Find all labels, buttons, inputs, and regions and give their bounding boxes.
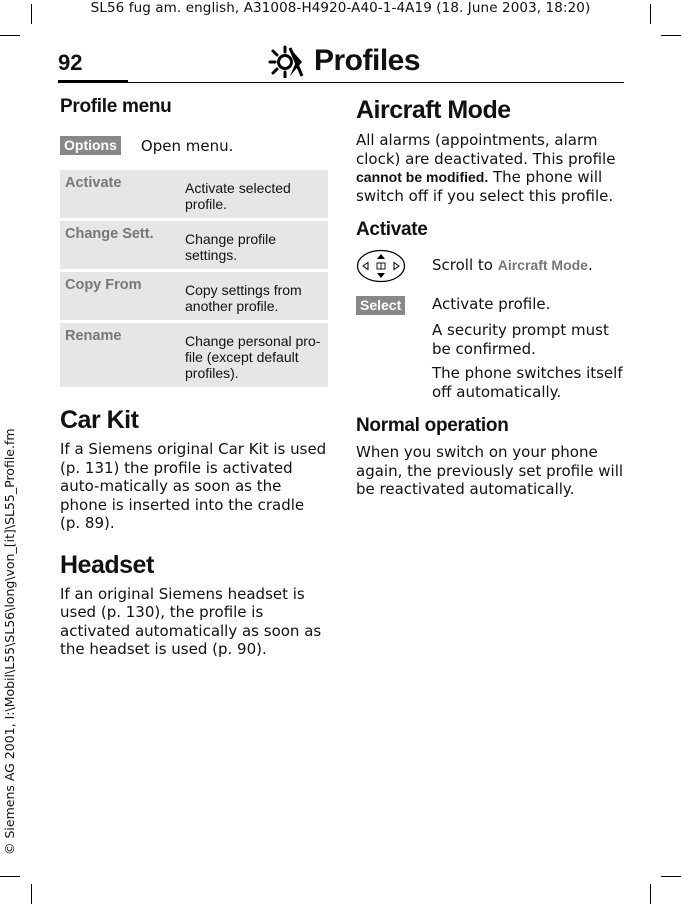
security-prompt-note: A security prompt must be confirmed. (432, 321, 609, 358)
menu-item-name: Copy From (60, 272, 180, 320)
scroll-step (356, 249, 624, 287)
options-description: Open menu. (140, 136, 234, 155)
aircraft-mode-heading: Aircraft Mode (356, 96, 511, 124)
page-title-text: Profiles (314, 44, 421, 77)
profile-menu-table (60, 167, 328, 390)
menu-item-name: Rename (60, 323, 180, 387)
scroll-suffix: . (587, 256, 593, 274)
menu-item-name: Change Sett. (60, 221, 180, 269)
activate-heading: Activate (356, 219, 428, 240)
select-step (356, 295, 624, 315)
crop-mark (661, 35, 681, 36)
navigation-key-icon (356, 249, 406, 283)
options-row (60, 136, 328, 155)
select-description: Activate profile. (432, 295, 551, 313)
switch-off-note: The phone switches itself off automatically. (432, 364, 623, 401)
scroll-description (432, 249, 593, 287)
menu-item-description: Change personal pro-file (except default profiles). (180, 323, 328, 387)
menu-item-description: Change profile settings. (180, 221, 328, 269)
crop-mark (0, 876, 20, 877)
scroll-prefix: Scroll to (432, 256, 498, 274)
table-row (60, 221, 328, 269)
car-kit-text: If a Siemens original Car Kit is used (p. 131) the profile is activated auto-matically as soon as the phone is inserted into the cradle (p. 89). (60, 440, 327, 532)
select-softkey: Select (356, 296, 405, 315)
headset-heading: Headset (60, 550, 154, 579)
note-step (356, 321, 624, 358)
aircraft-text-part: All alarms (appointments, alarm clock) are deactivated. This profile (356, 131, 616, 168)
profiles-icon (266, 44, 306, 78)
profile-menu-heading: Profile menu (60, 96, 172, 117)
aircraft-mode-text (356, 131, 624, 205)
normal-operation-heading: Normal operation (356, 415, 509, 436)
right-column (356, 96, 624, 499)
table-row (60, 323, 328, 387)
crop-mark (650, 884, 651, 904)
car-kit-heading: Car Kit (60, 406, 139, 434)
options-softkey: Options (60, 136, 121, 155)
crop-mark (31, 884, 32, 904)
header-rule (128, 82, 624, 83)
menu-item-description: Activate selected profile. (180, 170, 328, 218)
menu-item-description: Copy settings from another profile. (180, 272, 328, 320)
page-number-underline (58, 80, 128, 83)
scroll-target: Aircraft Mode (497, 257, 588, 273)
table-row (60, 272, 328, 320)
crop-mark (0, 35, 20, 36)
crop-mark (661, 876, 681, 877)
headset-text: If an original Siemens headset is used (p. 130), the profile is activated automatically as soon as the headset is used (p. 90). (60, 584, 322, 658)
page-number: 92 (58, 50, 83, 75)
left-column (60, 96, 328, 659)
page-title (266, 44, 420, 78)
copyright-path-note: © Siemens AG 2001, I:\Mobil\L55\SL56\long\von_[it]\SL55_Profile.fm (2, 428, 17, 855)
normal-operation-text: When you switch on your phone again, the previously set profile will be reactivated automatically. (356, 443, 624, 498)
aircraft-text-emphasis: cannot be modified. (356, 169, 489, 185)
document-source-line: SL56 fug am. english, A31008-H4920-A40-1-4A19 (18. June 2003, 18:20) (90, 0, 591, 16)
menu-item-name: Activate (60, 170, 180, 218)
aircraft-text-part: The phone will switch off if you select this profile. (356, 168, 614, 205)
note-step (356, 364, 624, 401)
table-row (60, 170, 328, 218)
